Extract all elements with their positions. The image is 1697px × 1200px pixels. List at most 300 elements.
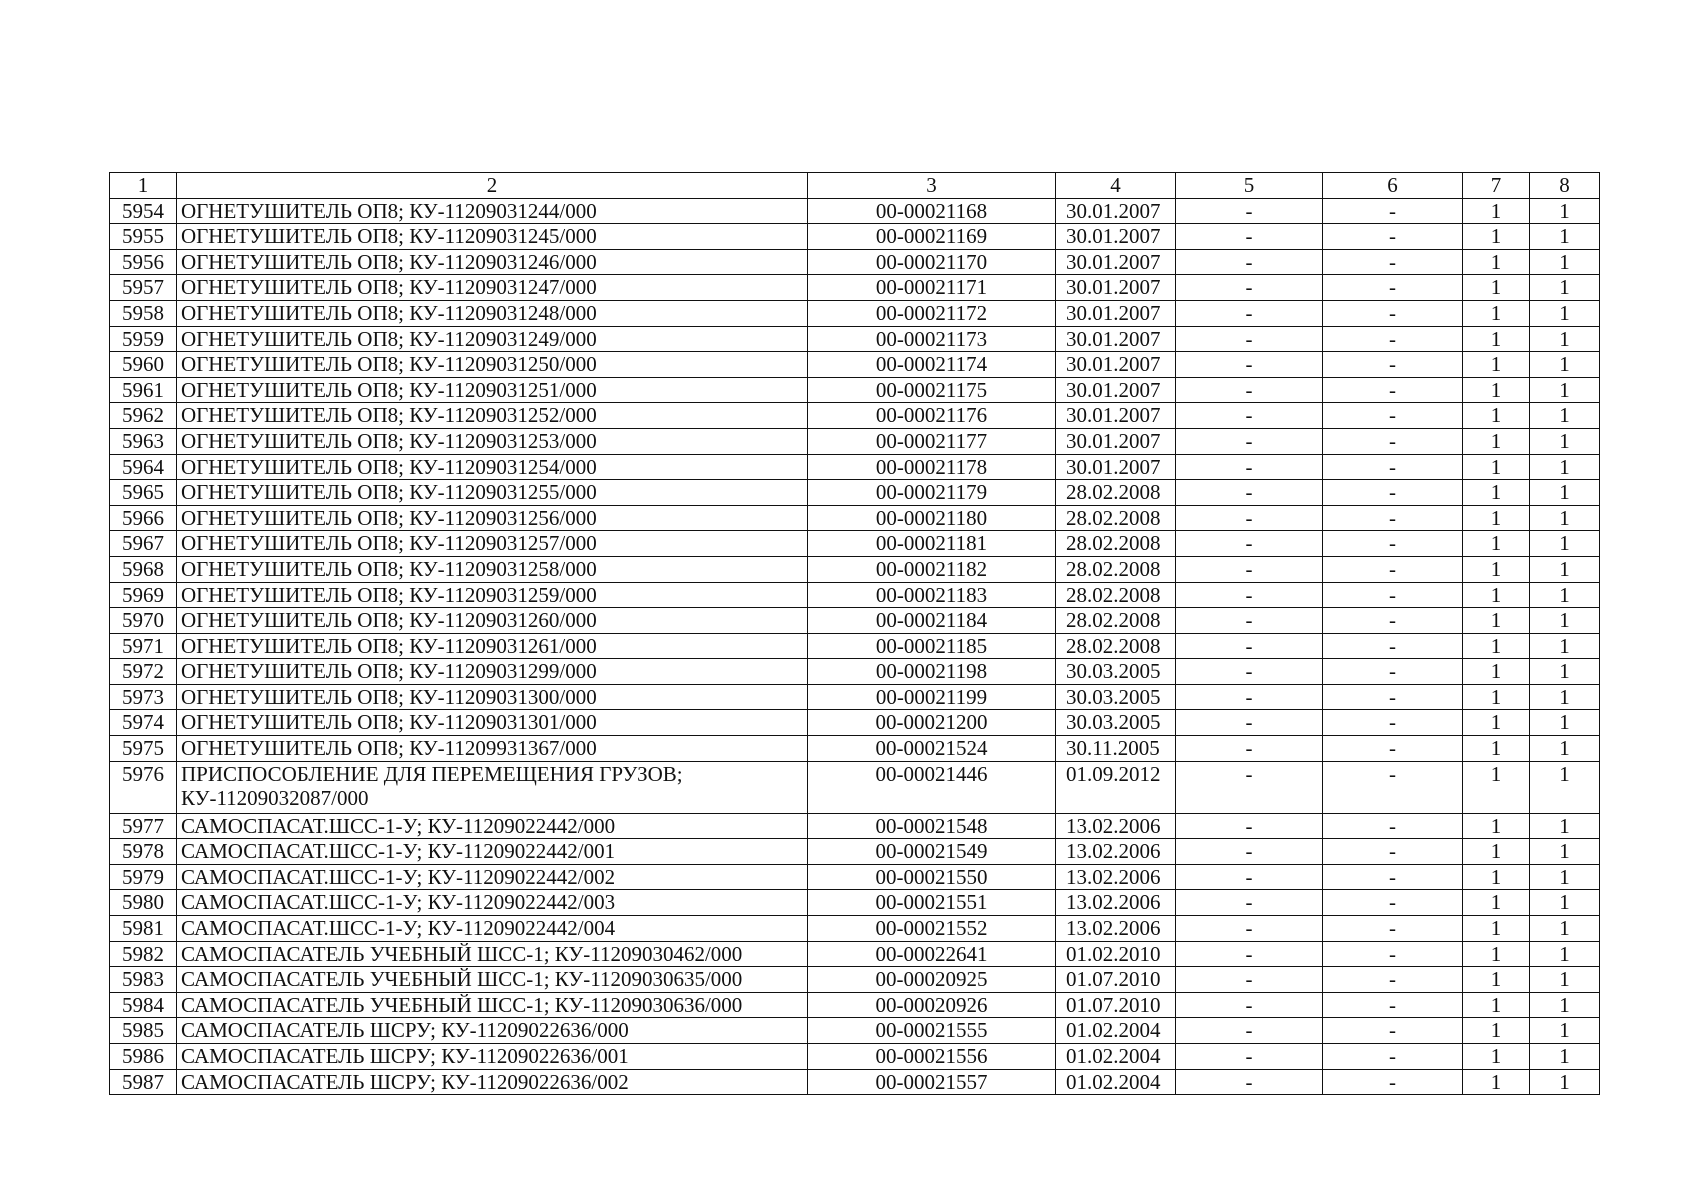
col8-cell: 1 (1530, 352, 1600, 378)
table-row (110, 403, 1600, 429)
inventory-code-cell: 00-00021169 (808, 224, 1056, 250)
item-name-cell: ОГНЕТУШИТЕЛЬ ОП8; КУ-11209031252/000 (177, 403, 808, 429)
row-number-cell: 5970 (110, 608, 177, 634)
col5-cell: - (1176, 326, 1323, 352)
col8-cell: 1 (1530, 813, 1600, 839)
item-name-cell: САМОСПАСАТ.ШСС-1-У; КУ-11209022442/002 (177, 864, 808, 890)
inventory-code-cell: 00-00021552 (808, 916, 1056, 942)
col5-cell: - (1176, 403, 1323, 429)
col6-cell: - (1323, 352, 1463, 378)
header-cell-5: 5 (1176, 173, 1323, 199)
table-row (110, 582, 1600, 608)
col8-cell: 1 (1530, 1069, 1600, 1095)
date-cell: 30.01.2007 (1056, 377, 1176, 403)
table-row (110, 1044, 1600, 1070)
item-name-cell: ОГНЕТУШИТЕЛЬ ОП8; КУ-11209031244/000 (177, 198, 808, 224)
date-cell: 01.02.2004 (1056, 1069, 1176, 1095)
col8-cell: 1 (1530, 377, 1600, 403)
col5-cell: - (1176, 1044, 1323, 1070)
col8-cell: 1 (1530, 890, 1600, 916)
col7-cell: 1 (1463, 275, 1530, 301)
col8-cell: 1 (1530, 403, 1600, 429)
table-row (110, 556, 1600, 582)
col7-cell: 1 (1463, 710, 1530, 736)
item-name-cell: САМОСПАСАТЕЛЬ УЧЕБНЫЙ ШСС-1; КУ-11209030636/000 (177, 992, 808, 1018)
row-number-cell: 5965 (110, 480, 177, 506)
col5-cell: - (1176, 736, 1323, 762)
inventory-code-cell: 00-00021556 (808, 1044, 1056, 1070)
row-number-cell: 5973 (110, 684, 177, 710)
inventory-code-cell: 00-00021199 (808, 684, 1056, 710)
col5-cell: - (1176, 864, 1323, 890)
col6-cell: - (1323, 1018, 1463, 1044)
item-name-cell: ОГНЕТУШИТЕЛЬ ОП8; КУ-11209031247/000 (177, 275, 808, 301)
header-cell-1: 1 (110, 173, 177, 199)
inventory-code-cell: 00-00021177 (808, 428, 1056, 454)
col8-cell: 1 (1530, 275, 1600, 301)
table-row (110, 480, 1600, 506)
col5-cell: - (1176, 275, 1323, 301)
header-cell-6: 6 (1323, 173, 1463, 199)
table-row (110, 249, 1600, 275)
col7-cell: 1 (1463, 556, 1530, 582)
col6-cell: - (1323, 480, 1463, 506)
col7-cell: 1 (1463, 736, 1530, 762)
date-cell: 30.01.2007 (1056, 275, 1176, 301)
col8-cell: 1 (1530, 736, 1600, 762)
col5-cell: - (1176, 300, 1323, 326)
inventory-code-cell: 00-00021180 (808, 505, 1056, 531)
col5-cell: - (1176, 352, 1323, 378)
col7-cell: 1 (1463, 428, 1530, 454)
col6-cell: - (1323, 633, 1463, 659)
date-cell: 30.01.2007 (1056, 224, 1176, 250)
inventory-code-cell: 00-00021172 (808, 300, 1056, 326)
table-row (110, 684, 1600, 710)
col5-cell: - (1176, 377, 1323, 403)
inventory-code-cell: 00-00020926 (808, 992, 1056, 1018)
table-row (110, 710, 1600, 736)
item-name-cell: САМОСПАСАТ.ШСС-1-У; КУ-11209022442/003 (177, 890, 808, 916)
inventory-code-cell: 00-00021181 (808, 531, 1056, 557)
date-cell: 13.02.2006 (1056, 890, 1176, 916)
col5-cell: - (1176, 967, 1323, 993)
inventory-code-cell: 00-00021179 (808, 480, 1056, 506)
date-cell: 30.01.2007 (1056, 403, 1176, 429)
row-number-cell: 5969 (110, 582, 177, 608)
table-row (110, 1018, 1600, 1044)
inventory-code-cell: 00-00021185 (808, 633, 1056, 659)
date-cell: 13.02.2006 (1056, 864, 1176, 890)
date-cell: 30.01.2007 (1056, 249, 1176, 275)
col8-cell: 1 (1530, 428, 1600, 454)
inventory-code-cell: 00-00021557 (808, 1069, 1056, 1095)
date-cell: 01.02.2010 (1056, 941, 1176, 967)
col7-cell: 1 (1463, 505, 1530, 531)
date-cell: 01.09.2012 (1056, 761, 1176, 813)
col5-cell: - (1176, 941, 1323, 967)
date-cell: 30.03.2005 (1056, 710, 1176, 736)
col8-cell: 1 (1530, 224, 1600, 250)
table-row (110, 198, 1600, 224)
col7-cell: 1 (1463, 403, 1530, 429)
item-name-cell: ОГНЕТУШИТЕЛЬ ОП8; КУ-11209031248/000 (177, 300, 808, 326)
col7-cell: 1 (1463, 967, 1530, 993)
table-row (110, 505, 1600, 531)
table-row (110, 454, 1600, 480)
col8-cell: 1 (1530, 249, 1600, 275)
col6-cell: - (1323, 428, 1463, 454)
col8-cell: 1 (1530, 198, 1600, 224)
table-row (110, 633, 1600, 659)
row-number-cell: 5981 (110, 916, 177, 942)
item-name-cell: ОГНЕТУШИТЕЛЬ ОП8; КУ-11209031250/000 (177, 352, 808, 378)
col8-cell: 1 (1530, 633, 1600, 659)
col7-cell: 1 (1463, 916, 1530, 942)
item-name-cell: ОГНЕТУШИТЕЛЬ ОП8; КУ-11209931367/000 (177, 736, 808, 762)
col6-cell: - (1323, 839, 1463, 865)
col8-cell: 1 (1530, 300, 1600, 326)
date-cell: 28.02.2008 (1056, 633, 1176, 659)
col7-cell: 1 (1463, 582, 1530, 608)
row-number-cell: 5971 (110, 633, 177, 659)
col7-cell: 1 (1463, 684, 1530, 710)
col6-cell: - (1323, 761, 1463, 813)
table-row (110, 864, 1600, 890)
col6-cell: - (1323, 736, 1463, 762)
col8-cell: 1 (1530, 992, 1600, 1018)
col6-cell: - (1323, 890, 1463, 916)
col5-cell: - (1176, 992, 1323, 1018)
date-cell: 30.03.2005 (1056, 659, 1176, 685)
col6-cell: - (1323, 275, 1463, 301)
inventory-code-cell: 00-00021175 (808, 377, 1056, 403)
col5-cell: - (1176, 454, 1323, 480)
col6-cell: - (1323, 531, 1463, 557)
col7-cell: 1 (1463, 377, 1530, 403)
col5-cell: - (1176, 249, 1323, 275)
col6-cell: - (1323, 505, 1463, 531)
header-cell-4: 4 (1056, 173, 1176, 199)
inventory-code-cell: 00-00021524 (808, 736, 1056, 762)
date-cell: 30.01.2007 (1056, 326, 1176, 352)
col6-cell: - (1323, 1069, 1463, 1095)
col8-cell: 1 (1530, 531, 1600, 557)
col5-cell: - (1176, 761, 1323, 813)
row-number-cell: 5960 (110, 352, 177, 378)
table-row (110, 326, 1600, 352)
item-name-cell: ОГНЕТУШИТЕЛЬ ОП8; КУ-11209031301/000 (177, 710, 808, 736)
col8-cell: 1 (1530, 556, 1600, 582)
table-row (110, 300, 1600, 326)
date-cell: 01.07.2010 (1056, 992, 1176, 1018)
col6-cell: - (1323, 198, 1463, 224)
inventory-code-cell: 00-00021178 (808, 454, 1056, 480)
col6-cell: - (1323, 249, 1463, 275)
col8-cell: 1 (1530, 864, 1600, 890)
col5-cell: - (1176, 556, 1323, 582)
col5-cell: - (1176, 428, 1323, 454)
item-name-cell: ОГНЕТУШИТЕЛЬ ОП8; КУ-11209031299/000 (177, 659, 808, 685)
row-number-cell: 5959 (110, 326, 177, 352)
row-number-cell: 5985 (110, 1018, 177, 1044)
inventory-code-cell: 00-00021555 (808, 1018, 1056, 1044)
date-cell: 28.02.2008 (1056, 505, 1176, 531)
item-name-cell: САМОСПАСАТ.ШСС-1-У; КУ-11209022442/004 (177, 916, 808, 942)
row-number-cell: 5983 (110, 967, 177, 993)
col7-cell: 1 (1463, 1044, 1530, 1070)
date-cell: 30.03.2005 (1056, 684, 1176, 710)
col6-cell: - (1323, 582, 1463, 608)
col7-cell: 1 (1463, 454, 1530, 480)
col5-cell: - (1176, 505, 1323, 531)
table-row (110, 659, 1600, 685)
item-name-cell: ОГНЕТУШИТЕЛЬ ОП8; КУ-11209031300/000 (177, 684, 808, 710)
item-name-cell: ПРИСПОСОБЛЕНИЕ ДЛЯ ПЕРЕМЕЩЕНИЯ ГРУЗОВ; КУ-11209032087/000 (177, 761, 808, 813)
table-row (110, 761, 1600, 813)
table-row (110, 941, 1600, 967)
date-cell: 30.01.2007 (1056, 352, 1176, 378)
inventory-code-cell: 00-00021550 (808, 864, 1056, 890)
col7-cell: 1 (1463, 941, 1530, 967)
col7-cell: 1 (1463, 659, 1530, 685)
col5-cell: - (1176, 710, 1323, 736)
date-cell: 28.02.2008 (1056, 531, 1176, 557)
inventory-code-cell: 00-00021168 (808, 198, 1056, 224)
header-cell-8: 8 (1530, 173, 1600, 199)
date-cell: 30.01.2007 (1056, 454, 1176, 480)
col7-cell: 1 (1463, 249, 1530, 275)
item-name-cell: ОГНЕТУШИТЕЛЬ ОП8; КУ-11209031249/000 (177, 326, 808, 352)
col6-cell: - (1323, 813, 1463, 839)
item-name-cell: ОГНЕТУШИТЕЛЬ ОП8; КУ-11209031246/000 (177, 249, 808, 275)
col7-cell: 1 (1463, 1069, 1530, 1095)
item-name-cell: ОГНЕТУШИТЕЛЬ ОП8; КУ-11209031257/000 (177, 531, 808, 557)
col7-cell: 1 (1463, 224, 1530, 250)
table-row (110, 813, 1600, 839)
date-cell: 30.11.2005 (1056, 736, 1176, 762)
date-cell: 28.02.2008 (1056, 608, 1176, 634)
col8-cell: 1 (1530, 659, 1600, 685)
row-number-cell: 5972 (110, 659, 177, 685)
col7-cell: 1 (1463, 352, 1530, 378)
inventory-code-cell: 00-00020925 (808, 967, 1056, 993)
inventory-code-cell: 00-00021551 (808, 890, 1056, 916)
col5-cell: - (1176, 608, 1323, 634)
date-cell: 01.02.2004 (1056, 1044, 1176, 1070)
item-name-cell: ОГНЕТУШИТЕЛЬ ОП8; КУ-11209031255/000 (177, 480, 808, 506)
inventory-code-cell: 00-00021549 (808, 839, 1056, 865)
col6-cell: - (1323, 992, 1463, 1018)
row-number-cell: 5982 (110, 941, 177, 967)
row-number-cell: 5956 (110, 249, 177, 275)
date-cell: 30.01.2007 (1056, 198, 1176, 224)
item-name-cell: ОГНЕТУШИТЕЛЬ ОП8; КУ-11209031254/000 (177, 454, 808, 480)
table-row (110, 890, 1600, 916)
col7-cell: 1 (1463, 890, 1530, 916)
row-number-cell: 5958 (110, 300, 177, 326)
col5-cell: - (1176, 916, 1323, 942)
table-row (110, 916, 1600, 942)
col8-cell: 1 (1530, 761, 1600, 813)
inventory-code-cell: 00-00021183 (808, 582, 1056, 608)
item-name-cell: ОГНЕТУШИТЕЛЬ ОП8; КУ-11209031261/000 (177, 633, 808, 659)
row-number-cell: 5980 (110, 890, 177, 916)
item-name-cell: ОГНЕТУШИТЕЛЬ ОП8; КУ-11209031251/000 (177, 377, 808, 403)
item-name-cell: ОГНЕТУШИТЕЛЬ ОП8; КУ-11209031256/000 (177, 505, 808, 531)
row-number-cell: 5978 (110, 839, 177, 865)
row-number-cell: 5954 (110, 198, 177, 224)
col7-cell: 1 (1463, 198, 1530, 224)
col5-cell: - (1176, 1018, 1323, 1044)
col8-cell: 1 (1530, 967, 1600, 993)
col6-cell: - (1323, 608, 1463, 634)
col6-cell: - (1323, 454, 1463, 480)
inventory-code-cell: 00-00021200 (808, 710, 1056, 736)
table-row (110, 992, 1600, 1018)
item-name-cell: ОГНЕТУШИТЕЛЬ ОП8; КУ-11209031260/000 (177, 608, 808, 634)
date-cell: 28.02.2008 (1056, 556, 1176, 582)
row-number-cell: 5963 (110, 428, 177, 454)
col7-cell: 1 (1463, 839, 1530, 865)
item-name-cell: ОГНЕТУШИТЕЛЬ ОП8; КУ-11209031245/000 (177, 224, 808, 250)
row-number-cell: 5976 (110, 761, 177, 813)
table-row (110, 736, 1600, 762)
inventory-code-cell: 00-00021174 (808, 352, 1056, 378)
col8-cell: 1 (1530, 710, 1600, 736)
col5-cell: - (1176, 890, 1323, 916)
row-number-cell: 5977 (110, 813, 177, 839)
col8-cell: 1 (1530, 582, 1600, 608)
row-number-cell: 5966 (110, 505, 177, 531)
row-number-cell: 5957 (110, 275, 177, 301)
col7-cell: 1 (1463, 326, 1530, 352)
table-header-row (110, 173, 1600, 199)
col6-cell: - (1323, 916, 1463, 942)
col8-cell: 1 (1530, 1044, 1600, 1070)
col8-cell: 1 (1530, 608, 1600, 634)
table-row (110, 224, 1600, 250)
col5-cell: - (1176, 480, 1323, 506)
col8-cell: 1 (1530, 916, 1600, 942)
col8-cell: 1 (1530, 454, 1600, 480)
row-number-cell: 5987 (110, 1069, 177, 1095)
col6-cell: - (1323, 403, 1463, 429)
table-row (110, 377, 1600, 403)
col8-cell: 1 (1530, 326, 1600, 352)
col7-cell: 1 (1463, 992, 1530, 1018)
col7-cell: 1 (1463, 608, 1530, 634)
col5-cell: - (1176, 839, 1323, 865)
item-name-cell: ОГНЕТУШИТЕЛЬ ОП8; КУ-11209031253/000 (177, 428, 808, 454)
row-number-cell: 5964 (110, 454, 177, 480)
col6-cell: - (1323, 1044, 1463, 1070)
date-cell: 13.02.2006 (1056, 813, 1176, 839)
col5-cell: - (1176, 813, 1323, 839)
col5-cell: - (1176, 659, 1323, 685)
inventory-code-cell: 00-00021182 (808, 556, 1056, 582)
inventory-code-cell: 00-00021184 (808, 608, 1056, 634)
col7-cell: 1 (1463, 531, 1530, 557)
header-cell-3: 3 (808, 173, 1056, 199)
table-row (110, 608, 1600, 634)
inventory-code-cell: 00-00021170 (808, 249, 1056, 275)
col8-cell: 1 (1530, 839, 1600, 865)
date-cell: 13.02.2006 (1056, 839, 1176, 865)
col6-cell: - (1323, 326, 1463, 352)
col6-cell: - (1323, 377, 1463, 403)
row-number-cell: 5968 (110, 556, 177, 582)
col7-cell: 1 (1463, 813, 1530, 839)
col5-cell: - (1176, 224, 1323, 250)
row-number-cell: 5975 (110, 736, 177, 762)
col8-cell: 1 (1530, 941, 1600, 967)
date-cell: 01.07.2010 (1056, 967, 1176, 993)
item-name-cell: ОГНЕТУШИТЕЛЬ ОП8; КУ-11209031258/000 (177, 556, 808, 582)
col8-cell: 1 (1530, 1018, 1600, 1044)
col5-cell: - (1176, 684, 1323, 710)
col6-cell: - (1323, 967, 1463, 993)
row-number-cell: 5962 (110, 403, 177, 429)
col6-cell: - (1323, 864, 1463, 890)
item-name-cell: САМОСПАСАТЕЛЬ УЧЕБНЫЙ ШСС-1; КУ-11209030635/000 (177, 967, 808, 993)
table-row (110, 839, 1600, 865)
col5-cell: - (1176, 582, 1323, 608)
date-cell: 28.02.2008 (1056, 480, 1176, 506)
col8-cell: 1 (1530, 480, 1600, 506)
col7-cell: 1 (1463, 480, 1530, 506)
table-row (110, 531, 1600, 557)
item-name-cell: САМОСПАСАТЕЛЬ ШСРУ; КУ-11209022636/001 (177, 1044, 808, 1070)
table-body (110, 173, 1600, 1095)
inventory-code-cell: 00-00022641 (808, 941, 1056, 967)
col5-cell: - (1176, 531, 1323, 557)
item-name-cell: САМОСПАСАТЕЛЬ ШСРУ; КУ-11209022636/002 (177, 1069, 808, 1095)
col6-cell: - (1323, 941, 1463, 967)
col7-cell: 1 (1463, 300, 1530, 326)
inventory-code-cell: 00-00021198 (808, 659, 1056, 685)
col6-cell: - (1323, 224, 1463, 250)
inventory-code-cell: 00-00021171 (808, 275, 1056, 301)
col6-cell: - (1323, 300, 1463, 326)
col7-cell: 1 (1463, 633, 1530, 659)
col8-cell: 1 (1530, 505, 1600, 531)
inventory-table (109, 172, 1600, 1095)
date-cell: 28.02.2008 (1056, 582, 1176, 608)
table-row (110, 352, 1600, 378)
row-number-cell: 5967 (110, 531, 177, 557)
col5-cell: - (1176, 1069, 1323, 1095)
table-row (110, 275, 1600, 301)
col6-cell: - (1323, 710, 1463, 736)
row-number-cell: 5986 (110, 1044, 177, 1070)
col6-cell: - (1323, 684, 1463, 710)
date-cell: 30.01.2007 (1056, 428, 1176, 454)
row-number-cell: 5955 (110, 224, 177, 250)
table-row (110, 428, 1600, 454)
col6-cell: - (1323, 659, 1463, 685)
table-row (110, 967, 1600, 993)
col5-cell: - (1176, 198, 1323, 224)
date-cell: 13.02.2006 (1056, 916, 1176, 942)
item-name-cell: САМОСПАСАТ.ШСС-1-У; КУ-11209022442/000 (177, 813, 808, 839)
row-number-cell: 5974 (110, 710, 177, 736)
col5-cell: - (1176, 633, 1323, 659)
row-number-cell: 5961 (110, 377, 177, 403)
row-number-cell: 5984 (110, 992, 177, 1018)
col7-cell: 1 (1463, 1018, 1530, 1044)
inventory-code-cell: 00-00021173 (808, 326, 1056, 352)
